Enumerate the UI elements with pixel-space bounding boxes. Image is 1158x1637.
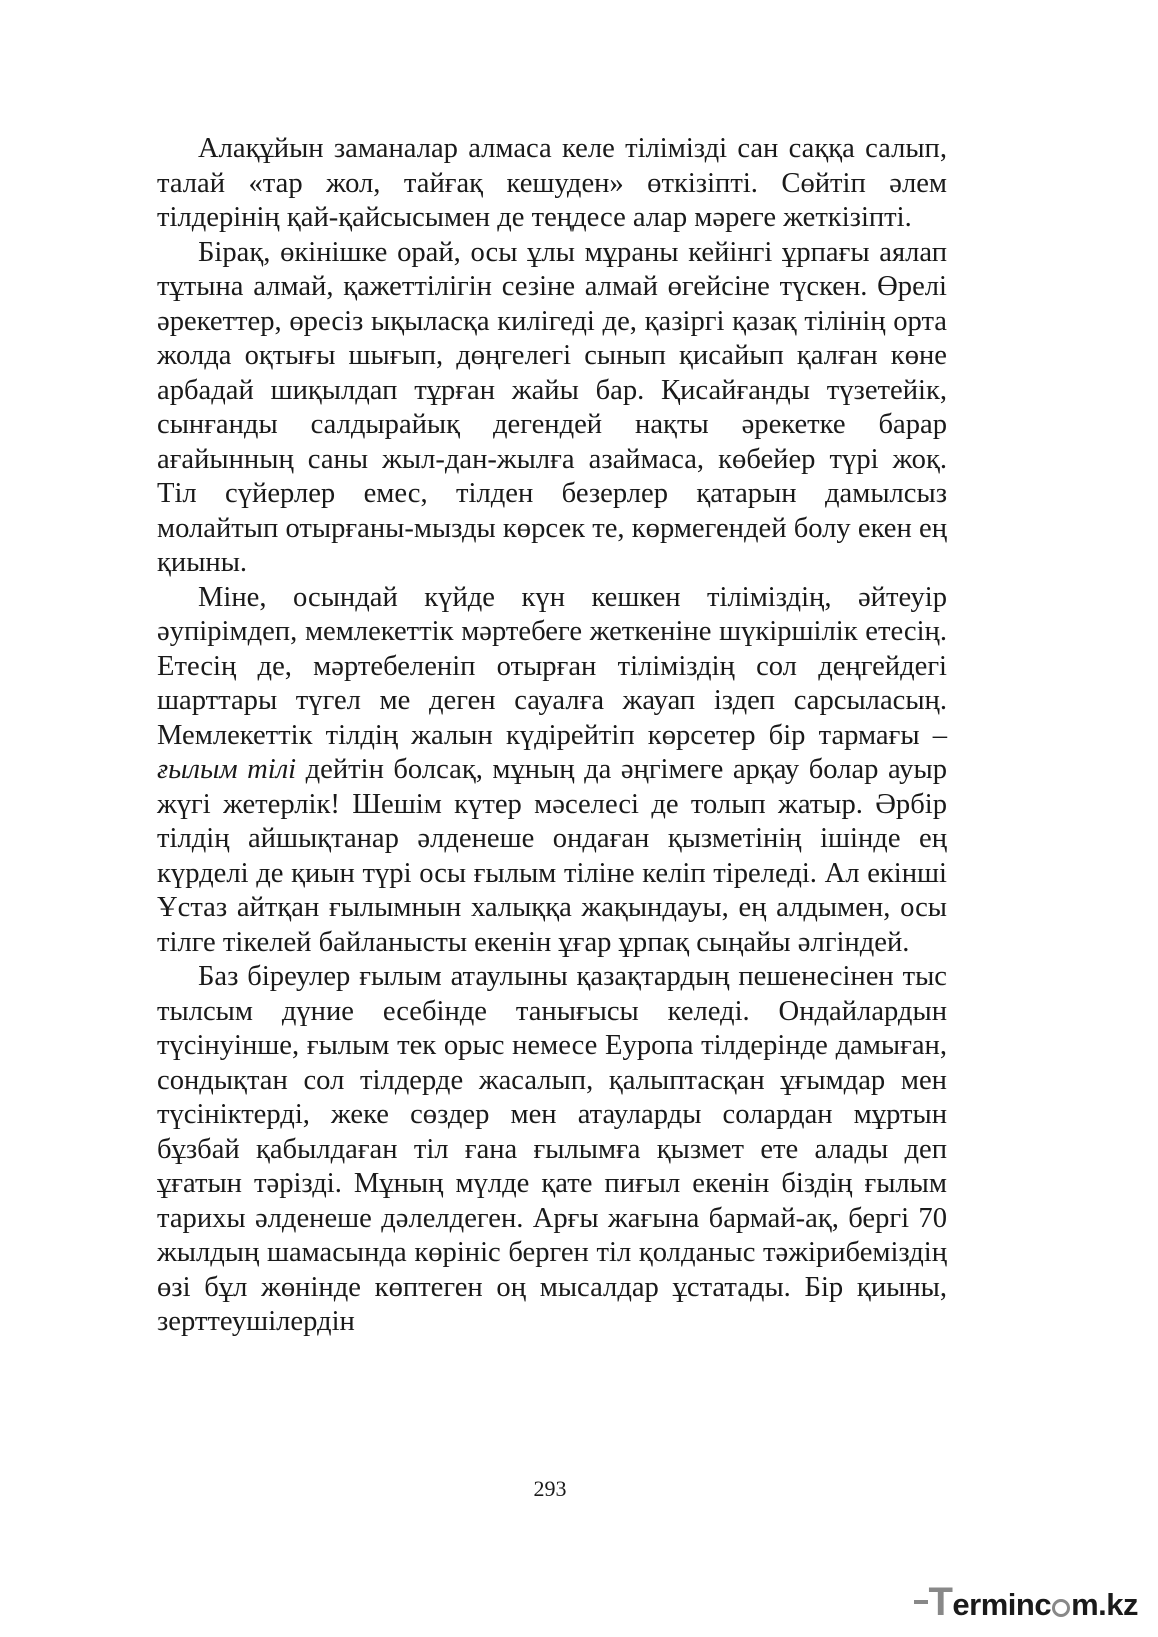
watermark-text-middle: erminc: [952, 1587, 1052, 1622]
paragraph-3: [157, 581, 947, 961]
page-body: [157, 132, 947, 1340]
magnifier-icon: [1052, 1599, 1070, 1617]
paragraph-3-before: Міне, осындай күйде күн кешкен тіліміздің, әйтеуір әупірімдеп, мемлекеттік мәртебеге жеткеніне шүкіршілік етесің. Етесің де, мәртебеленіп отырған тіліміздің сол деңгейдегі шарттары түгел ме деген сауалға жауап іздеп сарсыласың. Мемлекеттік тілдің жалын күдірейтіп көрсетер бір тармағы –: [157, 581, 947, 751]
page-number: 293: [533, 1476, 567, 1501]
paragraph-3-italic-term: ғылым тілі: [157, 754, 297, 785]
watermark-first-letter: T: [928, 1580, 953, 1624]
paragraph-3-after: дейтін болсақ, мұның да әңгімеге арқау болар ауыр жүгі жетерлік! Шешім күтер мәселесі де толып жатыр. Әрбір тілдің айшықтанар әлденеше ондаған қызметінің ішінде ең күрделі де қиын түрі осы ғылым тіліне келіп тіреледі. Ал екінші Ұстаз айтқан ғылымнын халыққа жақындауы, ең алдымен, осы тілге тікелей байланысты екенін ұғар ұрпақ сыңайы әлгіндей.: [157, 754, 947, 958]
paragraph-4: Баз біреулер ғылым атаулыны қазақтардың пешенесінен тыс тылсым дүние есебінде танығысы келеді. Ондайлардын түсінуінше, ғылым тек орыс немесе Еуропа тілдерінде дамыған, сондықтан сол тілдерде жасалып, қалыптасқан ұғымдар мен түсініктерді, жеке сөздер мен атауларды солардан мұртын бұзбай қабылдаған тіл ғана ғылымға қызмет ете алады деп ұғатын тәрізді. Мұның мүлде қате пиғыл екенін біздің ғылым тарихы әлденеше дәлелдеген. Арғы жағына бармай-ақ, бергі 70 жылдың шамасында көрініс берген тіл қолданыс тәжірибеміздің өзі бұл жөнінде көптеген оң мысалдар ұстатады. Бір қиыны, зерттеушілердін: [157, 961, 947, 1337]
termincom-watermark-logo: [928, 1580, 1138, 1625]
paragraph-2: Бірақ, өкінішке орай, осы ұлы мұраны кейінгі ұрпағы аялап тұтына алмай, қажеттілігін сезіне алмай өгейсіне түскен. Өрелі әрекеттер, өресіз ықыласқа килігеді де, қазіргі қазақ тілінің орта жолда оқтығы шығып, дөңгелегі сынып қисайып қалған көне арбадай шиқылдап тұрған жайы бар. Қисайғанды түзетейік, сынғанды салдырайық дегендей нақты әрекетке барар ағайынның саны жыл-дан-жылға азаймаса, көбейер түрі жоқ. Тіл сүйерлер емес, тілден безерлер қатарын дамылсыз молайтып отырғаны-мызды көрсек те, көрмегендей болу екен ең қиыны.: [157, 236, 947, 578]
paragraph-1: Алақұйын заманалар алмаса келе тілімізді сан саққа салып, талай «тар жол, тайғақ кешуден» өткізіпті. Сөйтіп әлем тілдерінің қай-қайсысымен де теңдесе алар мәреге жеткізіпті.: [157, 133, 947, 233]
watermark-text-end: m.kz: [1071, 1587, 1138, 1622]
